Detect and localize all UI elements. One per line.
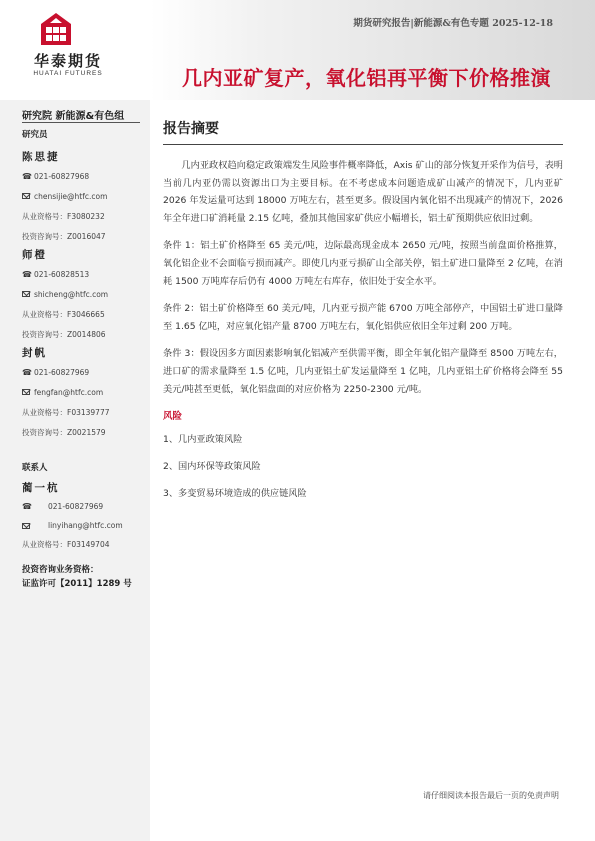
analyst-card xyxy=(22,247,147,344)
analyst-consulting: 投资咨询号： Z0021579 xyxy=(22,427,106,437)
mail-icon xyxy=(22,193,30,199)
contact-email[interactable]: linyihang@htfc.com xyxy=(22,516,147,535)
analyst-phone: ☎ 021-60827969 xyxy=(22,367,90,377)
phone-icon: ☎ xyxy=(22,367,32,377)
summary-divider xyxy=(163,144,563,145)
phone-icon: ☎ xyxy=(22,171,32,181)
sidebar-department: 研究院 新能源&有色组 xyxy=(22,111,125,122)
cert-line-1: 投资咨询业务资格： xyxy=(22,565,99,575)
analyst-qualification: 从业资格号： F3046665 xyxy=(22,309,105,319)
huatai-logo-icon xyxy=(40,12,72,46)
sidebar-divider xyxy=(22,122,140,123)
analyst-card xyxy=(22,345,147,442)
analyst-consulting: 投资咨询号： Z0014806 xyxy=(22,329,106,339)
contact-qualification: 从业资格号： F03149704 xyxy=(22,540,110,549)
analyst-card xyxy=(22,149,147,246)
sidebar-role: 研究员 xyxy=(22,130,48,140)
mail-icon xyxy=(22,389,30,395)
analyst-qualification: 从业资格号： F3080232 xyxy=(22,211,105,221)
analyst-name: 封帆 xyxy=(22,347,47,359)
contact-heading: 联系人 xyxy=(22,463,48,473)
analyst-email[interactable]: fengfan@htfc.com xyxy=(22,382,147,402)
analyst-name: 师橙 xyxy=(22,249,47,261)
phone-icon: ☎ xyxy=(22,269,32,279)
analyst-phone: ☎ 021-60827968 xyxy=(22,171,90,181)
contact-card xyxy=(22,480,147,554)
analyst-consulting: 投资咨询号： Z0016047 xyxy=(22,231,106,241)
risk-item: 3、多变贸易环境造成的供应链风险 xyxy=(163,488,307,500)
summary-title: 报告摘要 xyxy=(163,121,219,137)
report-title: 几内亚矿复产，氧化铝再平衡下价格推演 xyxy=(182,66,551,90)
analyst-name: 陈思捷 xyxy=(22,151,60,163)
summary-paragraph: 几内亚政权趋向稳定政策端发生风险事件概率降低，Axis 矿山的部分恢复开采作为信号，表明当前几内亚仍需以资源出口为主要目标。在不考虑成本问题造成矿山减产的情况下，几内亚矿 2026 年发运量可达到 18000 万吨左右，甚至更多。假设国内氧化铝不出现减产的情况下，2026 年全年进口矿消耗量 2.15 亿吨，叠加其他国家矿供应小幅增长，铝土矿预期供应依旧过剩。 xyxy=(163,160,563,224)
summary-paragraph: 条件 1：铝土矿价格降至 65 美元/吨，边际最高现金成本 2650 元/吨，按照当前盘面价格推算，氧化铝企业不会面临亏损而减产。即使几内亚亏损矿山全部关停，铝土矿进口量降至 2 亿吨，在消耗 1500 万吨库存后仍有 4000 万吨左右库存，依旧处于安全水平。 xyxy=(163,240,563,287)
summary-paragraph: 条件 2：铝土矿价格降至 60 美元/吨，几内亚亏损产能 6700 万吨全部停产，中国铝土矿进口量降至 1.65 亿吨，对应氧化铝产量 8700 万吨左右，氧化铝供应依旧全年过剩 200 万吨。 xyxy=(163,303,563,332)
analyst-email[interactable]: shicheng@htfc.com xyxy=(22,284,147,304)
logo-name-en: HUATAI FUTURES xyxy=(33,70,103,77)
phone-icon: ☎ xyxy=(22,502,32,511)
analyst-email[interactable]: chensijie@htfc.com xyxy=(22,186,147,206)
logo-name-cn: 华泰期货 xyxy=(33,52,102,70)
footer-disclaimer: 请仔细阅读本报告最后一页的免责声明 xyxy=(423,791,559,800)
mail-icon xyxy=(22,291,30,297)
report-meta: 期货研究报告|新能源&有色专题 2025-12-18 xyxy=(353,18,553,29)
analyst-phone: ☎ 021-60828513 xyxy=(22,269,90,279)
cert-line-2: 证监许可【2011】1289 号 xyxy=(22,579,132,589)
mail-icon xyxy=(22,523,30,529)
risk-title: 风险 xyxy=(163,411,183,423)
summary-paragraph: 条件 3：假设因多方面因素影响氧化铝减产至供需平衡，即全年氧化铝产量降至 8500 万吨左右，进口矿的需求量降至 1.5 亿吨，几内亚铝土矿发运量降至 1 亿吨，几内亚铝土矿价格将会降至 55 美元/吨甚至更低，氧化铝盘面的对应价格为 2250-2300 元/吨。 xyxy=(163,348,563,395)
certification xyxy=(22,563,147,591)
main-content xyxy=(163,118,563,514)
risk-item: 1、几内亚政策风险 xyxy=(163,434,243,446)
contact-phone: ☎ 021-60827969 xyxy=(22,502,104,511)
contact-name: 蔺一杭 xyxy=(22,482,60,494)
analyst-qualification: 从业资格号： F03139777 xyxy=(22,407,110,417)
risk-item: 2、国内环保等政策风险 xyxy=(163,461,261,473)
company-logo xyxy=(22,10,122,76)
